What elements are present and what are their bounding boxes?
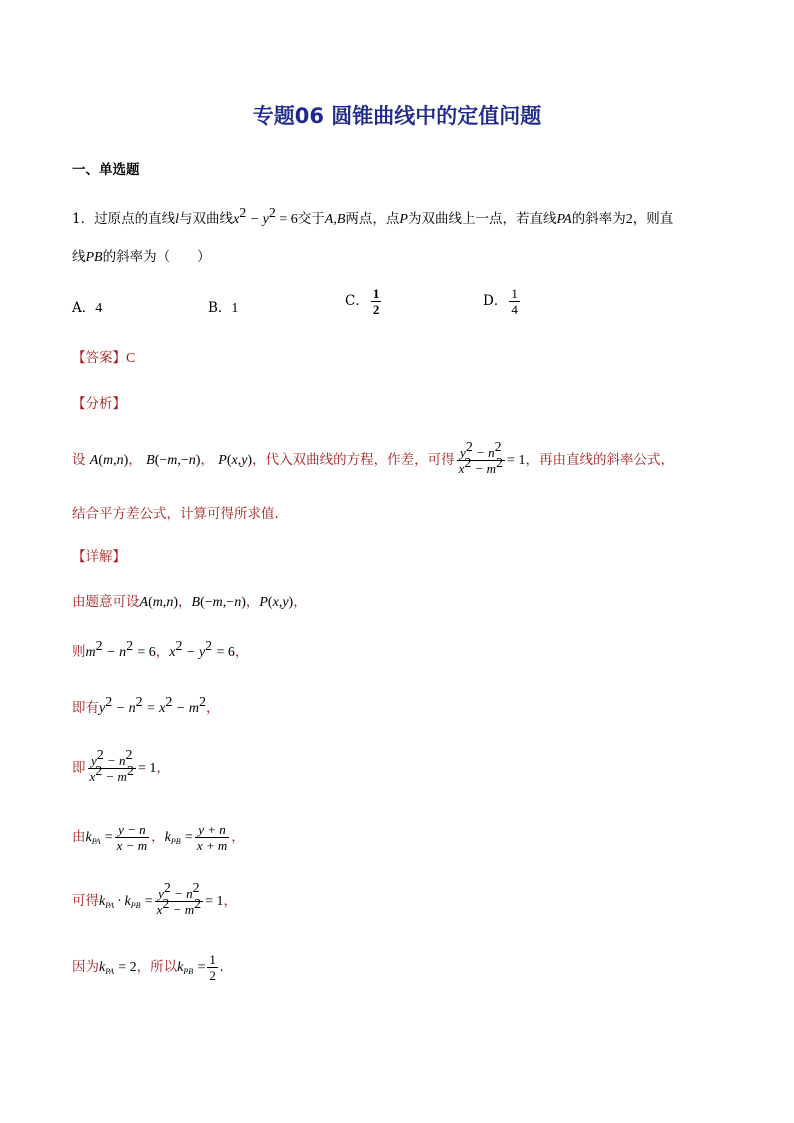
detail-label: 【详解】	[72, 549, 126, 565]
detail-step-1: 由题意可设A(m,n)，B(−m,−n)，P(x,y)，	[72, 594, 307, 610]
section-heading: 一、单选题	[72, 162, 140, 178]
hyperbola-equation: $x^2 - y^2 = 6$	[232, 206, 298, 227]
page-title: 专题06 圆锥曲线中的定值问题	[252, 104, 542, 128]
analysis-label: 【分析】	[72, 396, 126, 412]
detail-step-7: 因为$k_{PA} = 2$，所以$k_{PB}$ = $\frac{1}{2}$ .	[72, 952, 224, 983]
question-line-2: 线PB的斜率为（ ）	[72, 249, 211, 265]
analysis-line-2: 结合平方差公式，计算可得所求值.	[72, 506, 279, 522]
detail-step-5: 由$k_{PA}$ = $\frac{y - n}{x - m}$ ，$k_{PB}$ = $\frac{y + n}{x + m}$ ，	[72, 822, 245, 853]
option-b[interactable]: B．1	[208, 300, 239, 316]
option-d[interactable]: D． $\frac{1}{4}$	[483, 286, 518, 317]
analysis-line-1: 设 A(m,n)， B(−m,−n)， P(x,y)，代入双曲线的方程，作差，可得 $\frac{y^2 - n^2}{x^2 - m^2}$ = 1，再由直线的斜率公式，	[72, 440, 674, 476]
question-line-1: 1．过原点的直线l与双曲线$x^2 - y^2 = 6$交于A,B两点，点P为双曲线上一点，若直线PA的斜率为2，则直	[72, 206, 674, 227]
option-c[interactable]: C． $\frac{1}{2}$	[345, 286, 380, 317]
detail-step-3: 即有$y^2 - n^2 = x^2 - m^2$，	[72, 695, 220, 716]
detail-step-4: 即 $\frac{y^2 - n^2}{x^2 - m^2}$ = 1，	[72, 748, 170, 784]
detail-step-2: 则$m^2 - n^2 = 6$，$x^2 - y^2 = 6$，	[72, 639, 249, 660]
option-a[interactable]: A．4	[72, 300, 103, 316]
answer: 【答案】C	[72, 350, 136, 366]
detail-step-6: 可得$k_{PA} \cdot k_{PB}$ = $\frac{y^2 - n^2}{x^2 - m^2}$ = 1，	[72, 881, 238, 917]
